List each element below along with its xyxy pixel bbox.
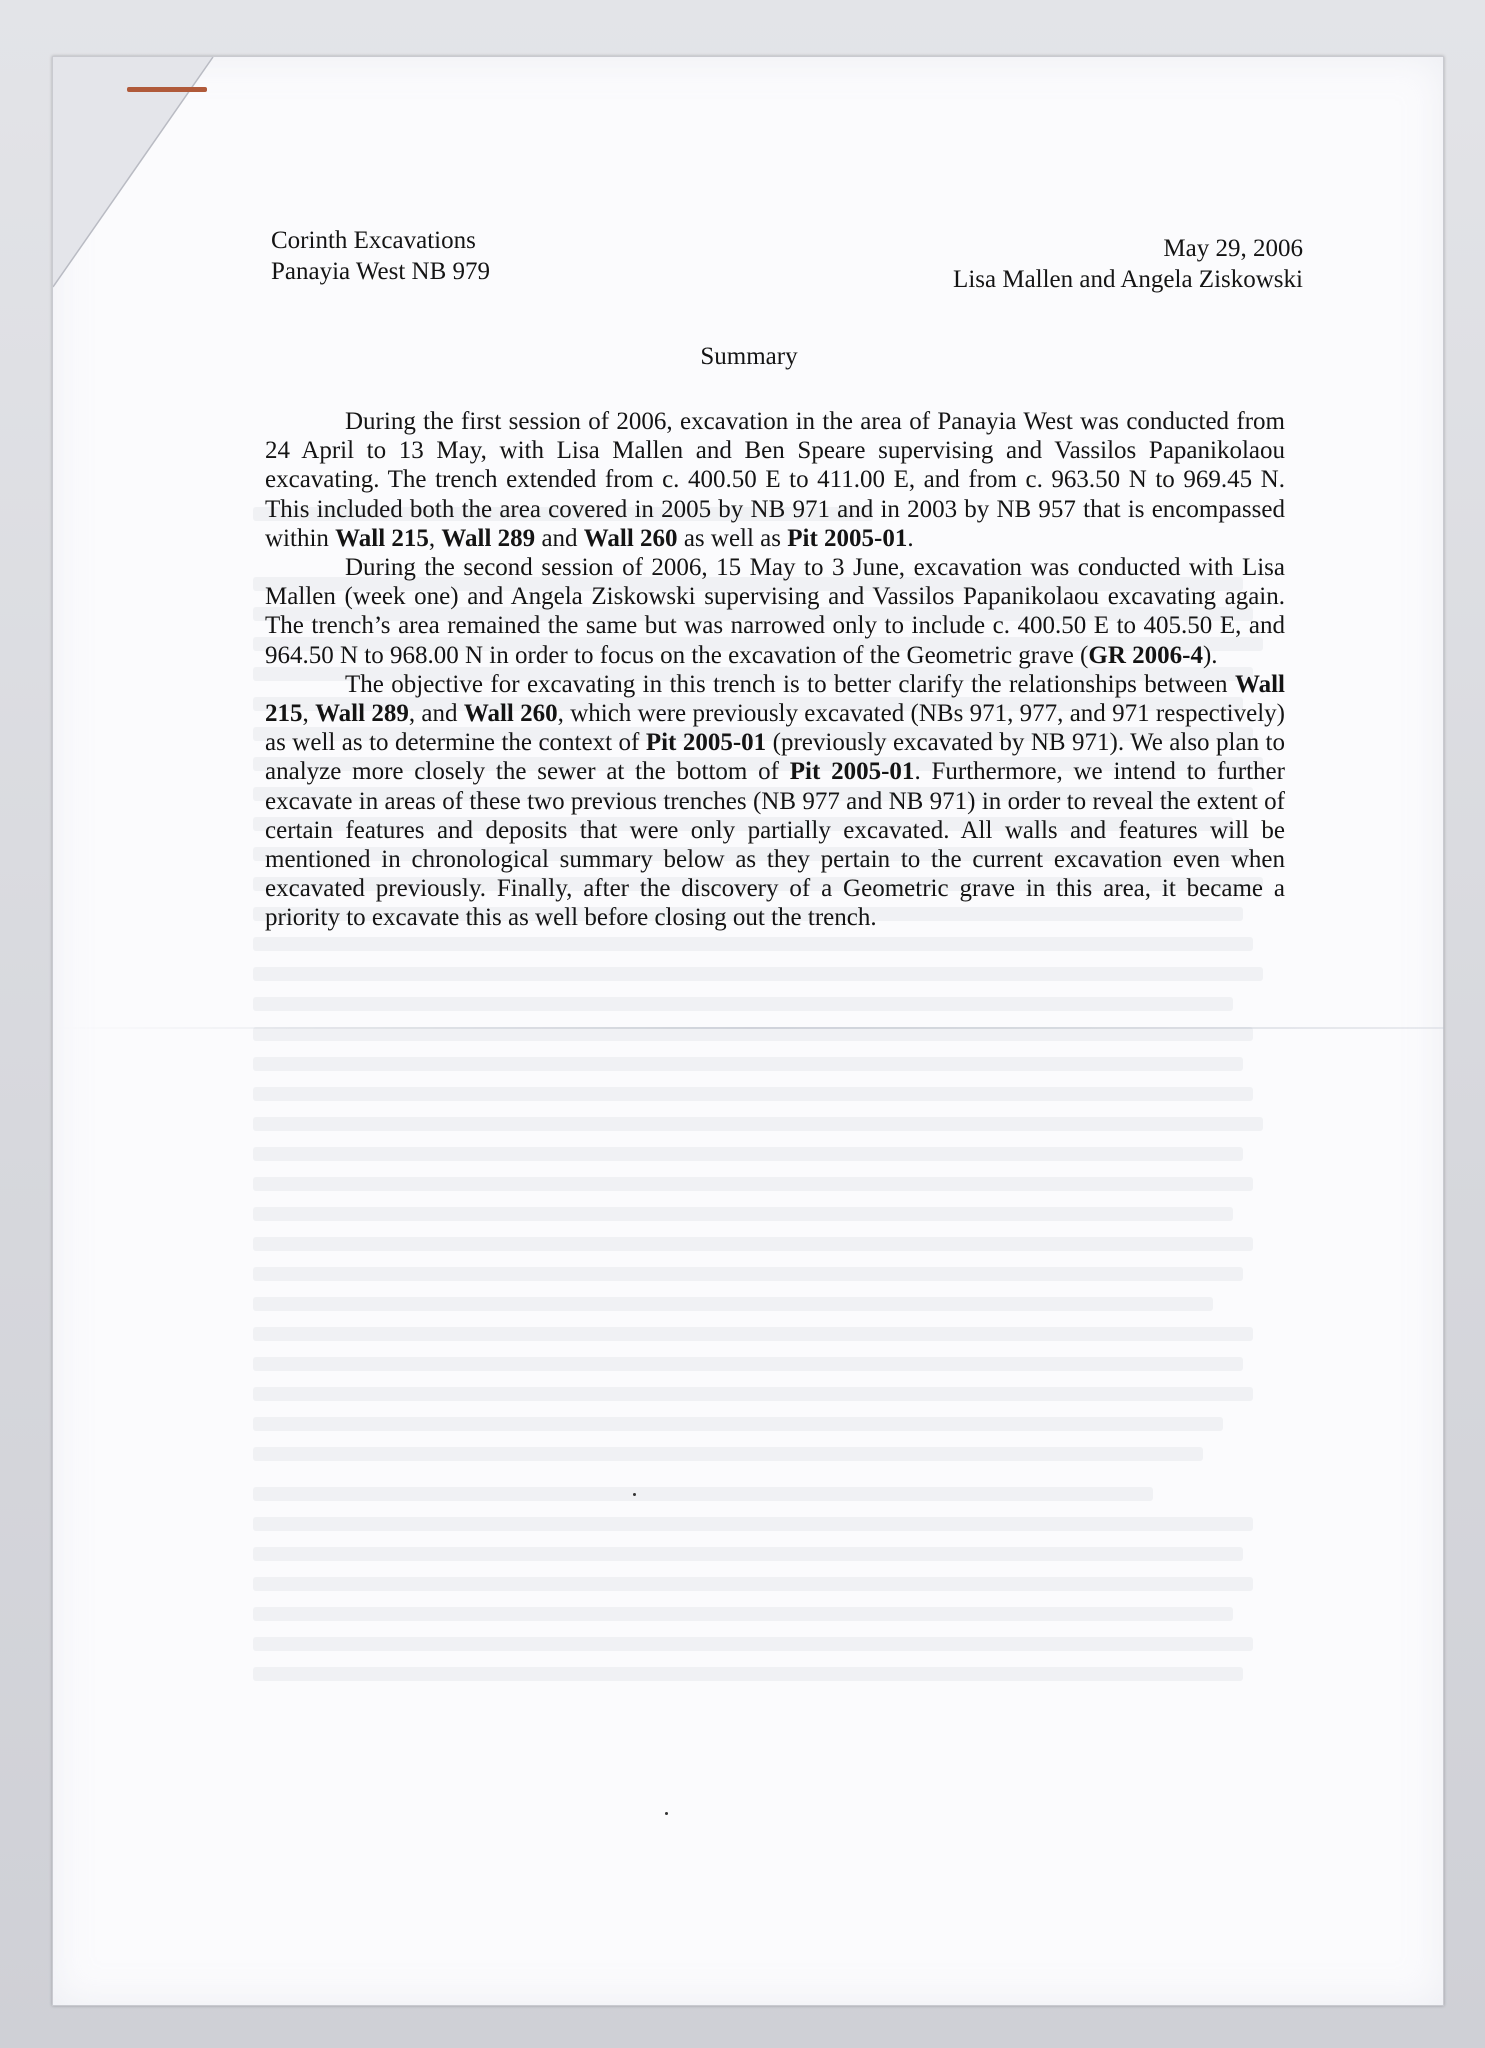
bleed-line (253, 1637, 1253, 1651)
bleed-line (253, 1547, 1243, 1561)
bleed-line (253, 1057, 1243, 1071)
feature-reference: GR 2006-4 (1088, 641, 1203, 669)
paragraph-1 (265, 407, 1285, 553)
text-run: The objective for excavating in this trench is to better clarify the relationships between (345, 670, 1235, 698)
summary-body (265, 407, 1285, 933)
feature-reference: Wall 215 (265, 670, 1285, 728)
text-run: and (535, 524, 584, 552)
header-right (953, 233, 1303, 295)
bleed-line (253, 1267, 1243, 1281)
text-run: During the first session of 2006, excavation in the area of Panayia West was conducted from 24 April to 13 May, with Lisa Mallen and Ben Speare supervising and Vassilos Papanikolaou excavating. The trench extended from c. 400.50 E to 411.00 E, and from c. 963.50 N to 969.45 N. This included both the area covered in 2005 by NB 971 and in 2003 by NB 957 that is encompassed within (265, 408, 1285, 552)
bleed-line (253, 1117, 1263, 1131)
bleed-line (253, 1387, 1253, 1401)
text-run: as well as (677, 524, 788, 552)
bleed-line (253, 967, 1263, 981)
bleed-line (253, 1357, 1243, 1371)
feature-reference: Wall 260 (583, 524, 678, 552)
feature-reference: Pit 2005-01 (789, 758, 915, 786)
feature-reference: Pit 2005-01 (645, 729, 767, 757)
bleed-line (253, 1087, 1253, 1101)
feature-reference: Wall 260 (463, 700, 558, 728)
bleed-line (253, 1177, 1253, 1191)
text-run: , which were previously excavated (NBs 971, 977, and 971 respectively) as well as to determine the context of (265, 700, 1285, 757)
document-page (52, 56, 1444, 2006)
bleed-line (253, 1487, 1153, 1501)
speck (665, 1812, 668, 1815)
bleed-line (253, 1207, 1233, 1221)
staple-mark (127, 87, 207, 92)
bleed-line (253, 1027, 1253, 1041)
bleed-line (253, 1607, 1233, 1621)
text-run: , (428, 524, 442, 552)
paragraph-2 (265, 553, 1285, 670)
bleed-line (253, 1517, 1253, 1531)
institution-name: Corinth Excavations (271, 227, 476, 254)
feature-reference: Wall 215 (335, 524, 429, 552)
bleed-line (253, 1667, 1243, 1681)
bleed-line (253, 937, 1253, 951)
folded-corner (53, 57, 233, 297)
text-run: , (302, 700, 316, 728)
document-date: May 29, 2006 (1163, 235, 1303, 262)
text-run: . (907, 524, 914, 552)
bleed-line (253, 1147, 1243, 1161)
header-left (271, 225, 490, 287)
bleed-line (253, 997, 1233, 1011)
text-run: During the second session of 2006, 15 May to 3 June, excavation was conducted with Lisa Mallen (week one) and Angela Ziskowski supervising and Vassilos Papanikolaou excavating again. The trench’s area remained the same but was narrowed only to include c. 400.50 E to 405.50 E, and 964.50 N to 968.00 N in order to focus on the excavation of the Geometric grave ( (265, 554, 1285, 669)
feature-reference: Pit 2005-01 (787, 524, 908, 552)
text-run: (previously excavated by NB 971). We also plan to analyze more closely the sewer at the bottom of (265, 729, 1285, 786)
bleed-line (253, 1297, 1213, 1311)
text-run: ). (1202, 641, 1218, 669)
bleed-line (253, 1327, 1253, 1341)
authors: Lisa Mallen and Angela Ziskowski (953, 266, 1303, 293)
paper-fold-line (53, 1027, 1445, 1029)
feature-reference: Wall 289 (441, 524, 536, 552)
text-run: , and (408, 700, 464, 728)
notebook-reference: Panayia West NB 979 (271, 258, 491, 285)
bleed-line (253, 1447, 1203, 1461)
feature-reference: Wall 289 (315, 700, 409, 728)
bleed-line (253, 1417, 1223, 1431)
paragraph-3 (265, 670, 1285, 933)
bleed-line (253, 1237, 1253, 1251)
bleed-line (253, 1577, 1253, 1591)
text-run: . Furthermore, we intend to further excavate in areas of these two previous trenches (NB 977 and NB 971) in order to reveal the extent of certain features and deposits that were only partially excavated. All walls and features will be mentioned in chronological summary below as they pertain to the current excavation even when excavated previously. Finally, after the discovery of a Geometric grave in this area, it became a priority to excavate this as well before closing out the trench. (265, 758, 1285, 932)
speck (633, 1493, 636, 1496)
summary-heading: Summary (700, 343, 798, 370)
